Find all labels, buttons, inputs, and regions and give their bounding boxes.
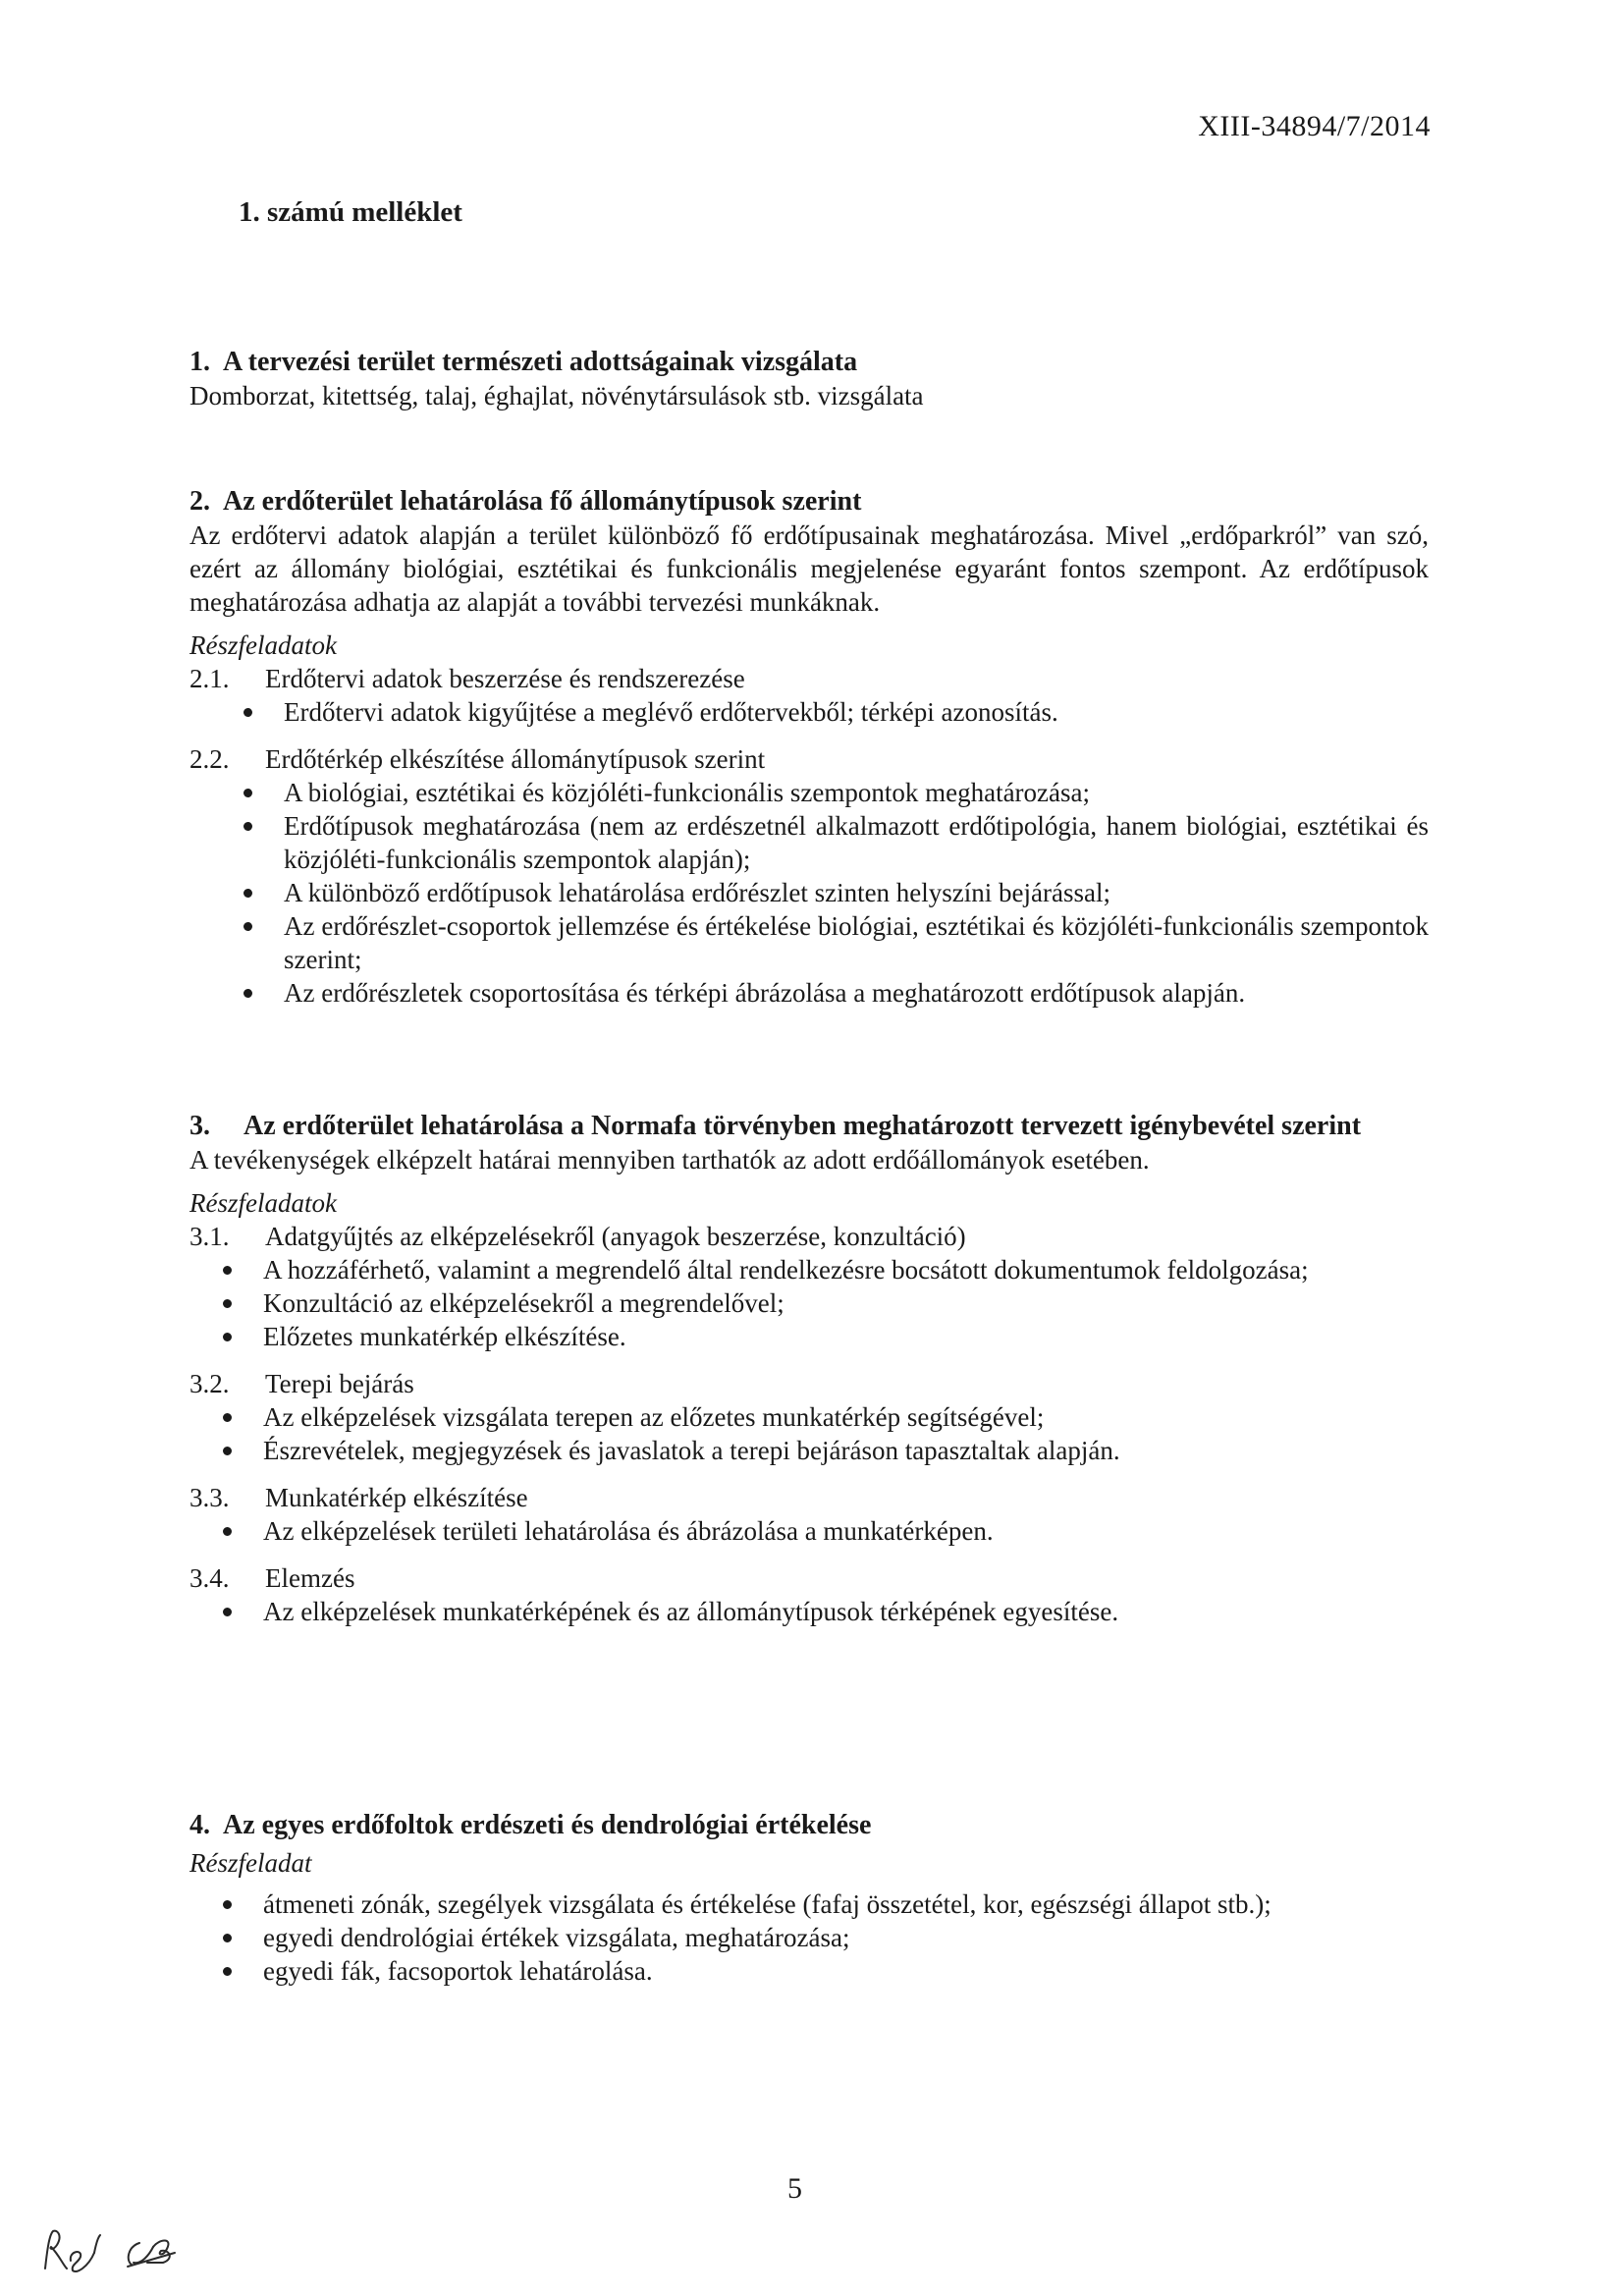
section-3-text: A tevékenységek elképzelt határai mennyiben tarthatók az adott erdőállományok esetében.	[189, 1145, 1150, 1175]
section-number: 2.	[189, 486, 210, 517]
task-title: Terepi bejárás	[265, 1369, 414, 1398]
bullet-icon	[243, 789, 252, 797]
list-item: egyedi fák, facsoportok lehatárolása.	[223, 1954, 1429, 1988]
section-2-heading	[189, 485, 1429, 519]
list-item: A különböző erdőtípusok lehatárolása erdőrészlet szinten helyszíni bejárással;	[243, 876, 1429, 909]
task-title: Elemzés	[265, 1563, 355, 1593]
section-4	[189, 1809, 1429, 1988]
bullet-icon	[223, 1333, 232, 1341]
bullet-icon	[243, 922, 252, 931]
bullet-icon	[223, 1934, 232, 1942]
task-title: Munkatérkép elkészítése	[265, 1483, 528, 1512]
task-number: 3.2.	[189, 1369, 230, 1398]
task-2-2	[189, 742, 1429, 776]
task-title: Adatgyűjtés az elképzelésekről (anyagok beszerzése, konzultáció)	[265, 1222, 966, 1251]
page-number: 5	[787, 2172, 802, 2205]
bullet-icon	[243, 989, 252, 998]
list-item: Konzultáció az elképzelésekről a megrendelővel;	[223, 1286, 1429, 1320]
section-1-text: Domborzat, kitettség, talaj, éghajlat, növénytársulások stb. vizsgálata	[189, 381, 924, 410]
bullet-icon	[223, 1967, 232, 1976]
task-3-1	[189, 1220, 1429, 1253]
task-3-3	[189, 1481, 1429, 1514]
bullet-icon	[223, 1900, 232, 1909]
section-2-text: Az erdőtervi adatok alapján a terület különböző fő erdőtípusainak meghatározása. Mivel „erdőparkról” van szó, ezért az állomány biológiai, esztétikai és funkcionális megjelenése egyaránt fontos szempont. Az erdőtípusok meghatározása adhatja az alapját a további tervezési munkáknak.	[189, 520, 1429, 617]
task-2-1-list	[189, 695, 1429, 729]
list-item: Észrevételek, megjegyzések és javaslatok a terepi bejáráson tapasztaltak alapján.	[223, 1434, 1429, 1467]
bullet-icon	[223, 1447, 232, 1455]
task-number: 3.1.	[189, 1222, 230, 1251]
task-number: 3.4.	[189, 1563, 230, 1593]
bullet-icon	[243, 708, 252, 717]
list-item: egyedi dendrológiai értékek vizsgálata, meghatározása;	[223, 1921, 1429, 1954]
section-3-heading	[189, 1110, 1429, 1143]
section-title: Az erdőterület lehatárolása a Normafa törvényben meghatározott tervezett igénybevétel szerint	[243, 1111, 1362, 1141]
bullet-icon	[223, 1608, 232, 1616]
task-3-4	[189, 1561, 1429, 1595]
bullet-icon	[243, 822, 252, 831]
task-2-1	[189, 662, 1429, 695]
task-number: 2.1.	[189, 664, 230, 693]
section-title: Az erdőterület lehatárolása fő állománytípusok szerint	[223, 486, 862, 517]
section-title: A tervezési terület természeti adottságainak vizsgálata	[223, 347, 858, 377]
document-reference-number: XIII-34894/7/2014	[1198, 110, 1431, 142]
subtasks-label: Részfeladatok	[189, 1188, 337, 1218]
section-number: 4.	[189, 1810, 210, 1840]
bullet-icon	[243, 889, 252, 898]
task-2-2-list	[189, 776, 1429, 1010]
list-item: A hozzáférhető, valamint a megrendelő által rendelkezésre bocsátott dokumentumok feldolgozása;	[223, 1253, 1429, 1286]
list-item: Az elképzelések vizsgálata terepen az előzetes munkatérkép segítségével;	[223, 1400, 1429, 1434]
signature-image	[37, 2221, 234, 2280]
task-title: Erdőtérkép elkészítése állománytípusok szerint	[265, 744, 766, 774]
section-1	[189, 346, 1429, 412]
section-4-heading	[189, 1809, 1429, 1842]
list-item: Az elképzelések területi lehatárolása és ábrázolása a munkatérképen.	[223, 1514, 1429, 1548]
task-3-2	[189, 1367, 1429, 1400]
list-item: Az erdőrészlet-csoportok jellemzése és értékelése biológiai, esztétikai és közjóléti-funkcionális szempontok szerint;	[243, 909, 1429, 976]
list-item: átmeneti zónák, szegélyek vizsgálata és értékelése (fafaj összetétel, kor, egészségi állapot stb.);	[223, 1887, 1429, 1921]
section-2	[189, 485, 1429, 1010]
task-number: 2.2.	[189, 744, 230, 774]
bullet-icon	[223, 1266, 232, 1275]
section-number: 1.	[189, 347, 210, 377]
task-3-2-list	[189, 1400, 1429, 1467]
list-item: Erdőtípusok meghatározása (nem az erdészetnél alkalmazott erdőtipológia, hanem biológiai, esztétikai és közjóléti-funkcionális szempontok alapján);	[243, 809, 1429, 876]
list-item: Az erdőrészletek csoportosítása és térképi ábrázolása a meghatározott erdőtípusok alapján.	[243, 976, 1429, 1010]
section-3	[189, 1110, 1429, 1628]
subtasks-label: Részfeladat	[189, 1848, 312, 1878]
task-3-4-list	[189, 1595, 1429, 1628]
bullet-icon	[223, 1527, 232, 1536]
list-item: Erdőtervi adatok kigyűjtése a meglévő erdőtervekből; térképi azonosítás.	[243, 695, 1429, 729]
section-title: Az egyes erdőfoltok erdészeti és dendrológiai értékelése	[223, 1810, 872, 1840]
handwritten-signature	[37, 2221, 234, 2285]
task-title: Erdőtervi adatok beszerzése és rendszerezése	[265, 664, 745, 693]
task-3-1-list	[189, 1253, 1429, 1353]
task-number: 3.3.	[189, 1483, 230, 1512]
list-item: A biológiai, esztétikai és közjóléti-funkcionális szempontok meghatározása;	[243, 776, 1429, 809]
list-item: Előzetes munkatérkép elkészítése.	[223, 1320, 1429, 1353]
bullet-icon	[223, 1299, 232, 1308]
annex-title: 1. számú melléklet	[239, 196, 462, 228]
section-4-list	[189, 1887, 1429, 1988]
list-item: Az elképzelések munkatérképének és az állománytípusok térképének egyesítése.	[223, 1595, 1429, 1628]
task-3-3-list	[189, 1514, 1429, 1548]
subtasks-label: Részfeladatok	[189, 630, 337, 660]
bullet-icon	[223, 1413, 232, 1422]
section-1-heading	[189, 346, 1429, 379]
section-number: 3.	[189, 1111, 210, 1141]
